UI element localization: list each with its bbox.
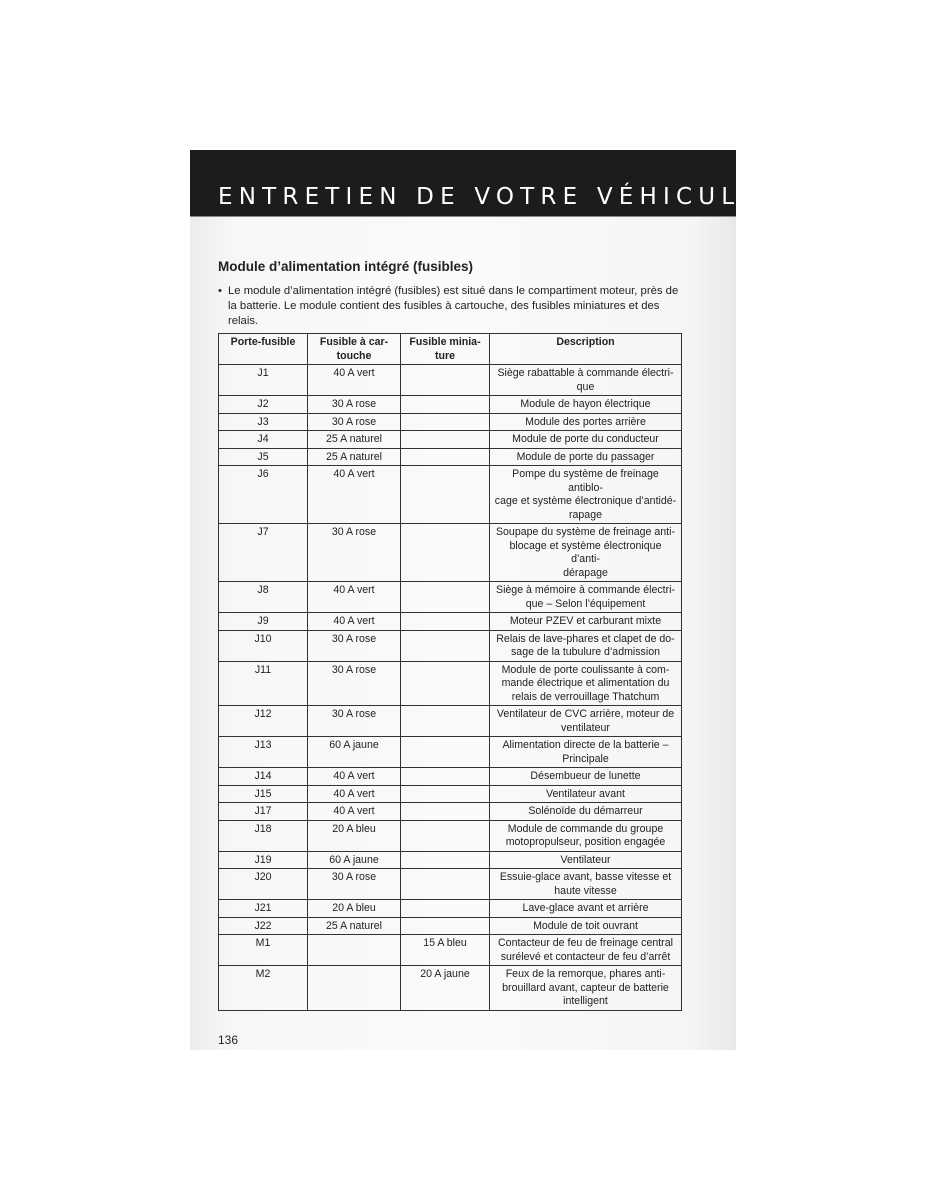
cartridge-fuse: 25 A naturel <box>308 917 401 935</box>
fuse-cavity: J5 <box>219 448 308 466</box>
mini-fuse <box>401 768 490 786</box>
cartridge-fuse: 30 A rose <box>308 661 401 706</box>
cartridge-fuse: 25 A naturel <box>308 431 401 449</box>
cartridge-fuse: 40 A vert <box>308 785 401 803</box>
table-row <box>219 365 682 396</box>
table-row <box>219 431 682 449</box>
description: Lave-glace avant et arrière <box>490 900 682 918</box>
cartridge-fuse: 40 A vert <box>308 466 401 524</box>
mini-fuse <box>401 706 490 737</box>
mini-fuse: 20 A jaune <box>401 966 490 1011</box>
fuse-cavity: J20 <box>219 869 308 900</box>
table-row <box>219 466 682 524</box>
table-header-row <box>219 334 682 365</box>
manual-page <box>190 150 762 1050</box>
description: Ventilateur <box>490 851 682 869</box>
table-row <box>219 582 682 613</box>
table-row <box>219 413 682 431</box>
mini-fuse <box>401 582 490 613</box>
description: Module de hayon électrique <box>490 396 682 414</box>
cartridge-fuse <box>308 935 401 966</box>
fuse-cavity: J13 <box>219 737 308 768</box>
table-row <box>219 630 682 661</box>
table-row <box>219 966 682 1011</box>
mini-fuse <box>401 661 490 706</box>
chapter-header <box>190 150 762 217</box>
table-row <box>219 448 682 466</box>
fuse-cavity: J14 <box>219 768 308 786</box>
cartridge-fuse <box>308 966 401 1011</box>
cartridge-fuse: 40 A vert <box>308 365 401 396</box>
fuse-cavity: M1 <box>219 935 308 966</box>
description: Ventilateur avant <box>490 785 682 803</box>
table-row <box>219 869 682 900</box>
description: Module de toit ouvrant <box>490 917 682 935</box>
mini-fuse <box>401 365 490 396</box>
cartridge-fuse: 20 A bleu <box>308 900 401 918</box>
column-header: Fusible à car- touche <box>308 334 401 365</box>
mini-fuse <box>401 785 490 803</box>
description: Feux de la remorque, phares anti- brouillard avant, capteur de batterie intelligent <box>490 966 682 1011</box>
cartridge-fuse: 30 A rose <box>308 706 401 737</box>
mini-fuse <box>401 448 490 466</box>
table-row <box>219 851 682 869</box>
fuse-cavity: J4 <box>219 431 308 449</box>
table-row <box>219 935 682 966</box>
intro-paragraph <box>218 284 688 329</box>
table-row <box>219 820 682 851</box>
section-title: Module d’alimentation intégré (fusibles) <box>218 259 474 274</box>
fuse-cavity: J6 <box>219 466 308 524</box>
mini-fuse <box>401 431 490 449</box>
fuse-cavity: J15 <box>219 785 308 803</box>
cartridge-fuse: 30 A rose <box>308 869 401 900</box>
cartridge-fuse: 40 A vert <box>308 768 401 786</box>
mini-fuse <box>401 851 490 869</box>
fuse-cavity: J19 <box>219 851 308 869</box>
fuse-cavity: J18 <box>219 820 308 851</box>
table-row <box>219 803 682 821</box>
cartridge-fuse: 40 A vert <box>308 803 401 821</box>
fuse-table <box>218 333 682 1011</box>
description: Relais de lave-phares et clapet de do- sage de la tubulure d’admission <box>490 630 682 661</box>
chapter-title: ENTRETIEN DE VOTRE VÉHICULE <box>218 184 762 210</box>
fuse-cavity: J1 <box>219 365 308 396</box>
table-row <box>219 396 682 414</box>
description: Module de commande du groupe motopropulseur, position engagée <box>490 820 682 851</box>
description: Contacteur de feu de freinage central surélevé et contacteur de feu d’arrêt <box>490 935 682 966</box>
fuse-cavity: J12 <box>219 706 308 737</box>
cartridge-fuse: 60 A jaune <box>308 737 401 768</box>
table-row <box>219 768 682 786</box>
description: Solénoïde du démarreur <box>490 803 682 821</box>
description: Siège rabattable à commande électri- que <box>490 365 682 396</box>
page-content <box>218 258 688 1078</box>
description: Désembueur de lunette <box>490 768 682 786</box>
cartridge-fuse: 40 A vert <box>308 613 401 631</box>
fuse-cavity: J9 <box>219 613 308 631</box>
table-row <box>219 785 682 803</box>
mini-fuse <box>401 737 490 768</box>
mini-fuse <box>401 803 490 821</box>
description: Siège à mémoire à commande électri- que – Selon l’équipement <box>490 582 682 613</box>
column-header: Porte-fusible <box>219 334 308 365</box>
mini-fuse <box>401 869 490 900</box>
column-header: Fusible minia- ture <box>401 334 490 365</box>
fuse-cavity: J8 <box>219 582 308 613</box>
table-row <box>219 661 682 706</box>
cartridge-fuse: 40 A vert <box>308 582 401 613</box>
cartridge-fuse: 30 A rose <box>308 524 401 582</box>
description: Alimentation directe de la batterie – Principale <box>490 737 682 768</box>
page-number: 136 <box>218 1032 239 1047</box>
mini-fuse: 15 A bleu <box>401 935 490 966</box>
fuse-cavity: J17 <box>219 803 308 821</box>
description: Ventilateur de CVC arrière, moteur de ventilateur <box>490 706 682 737</box>
fuse-cavity: J7 <box>219 524 308 582</box>
fuse-cavity: J21 <box>219 900 308 918</box>
mini-fuse <box>401 396 490 414</box>
table-row <box>219 737 682 768</box>
mini-fuse <box>401 466 490 524</box>
table-row <box>219 900 682 918</box>
description: Module de porte coulissante à com- mande électrique et alimentation du relais de verrouillage Thatchum <box>490 661 682 706</box>
bullet-icon: • <box>218 285 222 297</box>
fuse-cavity: J22 <box>219 917 308 935</box>
description: Essuie-glace avant, basse vitesse et haute vitesse <box>490 869 682 900</box>
cartridge-fuse: 60 A jaune <box>308 851 401 869</box>
mini-fuse <box>401 613 490 631</box>
fuse-cavity: J2 <box>219 396 308 414</box>
cartridge-fuse: 25 A naturel <box>308 448 401 466</box>
fuse-cavity: M2 <box>219 966 308 1011</box>
description: Moteur PZEV et carburant mixte <box>490 613 682 631</box>
column-header: Description <box>490 334 682 365</box>
fuse-cavity: J3 <box>219 413 308 431</box>
mini-fuse <box>401 900 490 918</box>
mini-fuse <box>401 524 490 582</box>
description: Soupape du système de freinage anti- blocage et système électronique d’anti- dérapage <box>490 524 682 582</box>
intro-text: Le module d’alimentation intégré (fusibles) est situé dans le compartiment moteur, près de la batterie. Le module contient des fusibles à cartouche, des fusibles miniatures et des relais. <box>228 285 679 327</box>
description: Pompe du système de freinage antiblo- cage et système électronique d’antidé- rapage <box>490 466 682 524</box>
table-row <box>219 613 682 631</box>
description: Module des portes arrière <box>490 413 682 431</box>
cartridge-fuse: 30 A rose <box>308 396 401 414</box>
description: Module de porte du passager <box>490 448 682 466</box>
table-row <box>219 917 682 935</box>
mini-fuse <box>401 820 490 851</box>
table-row <box>219 706 682 737</box>
fuse-cavity: J10 <box>219 630 308 661</box>
cartridge-fuse: 30 A rose <box>308 413 401 431</box>
mini-fuse <box>401 917 490 935</box>
mini-fuse <box>401 413 490 431</box>
mini-fuse <box>401 630 490 661</box>
table-row <box>219 524 682 582</box>
cartridge-fuse: 30 A rose <box>308 630 401 661</box>
description: Module de porte du conducteur <box>490 431 682 449</box>
cartridge-fuse: 20 A bleu <box>308 820 401 851</box>
fuse-cavity: J11 <box>219 661 308 706</box>
